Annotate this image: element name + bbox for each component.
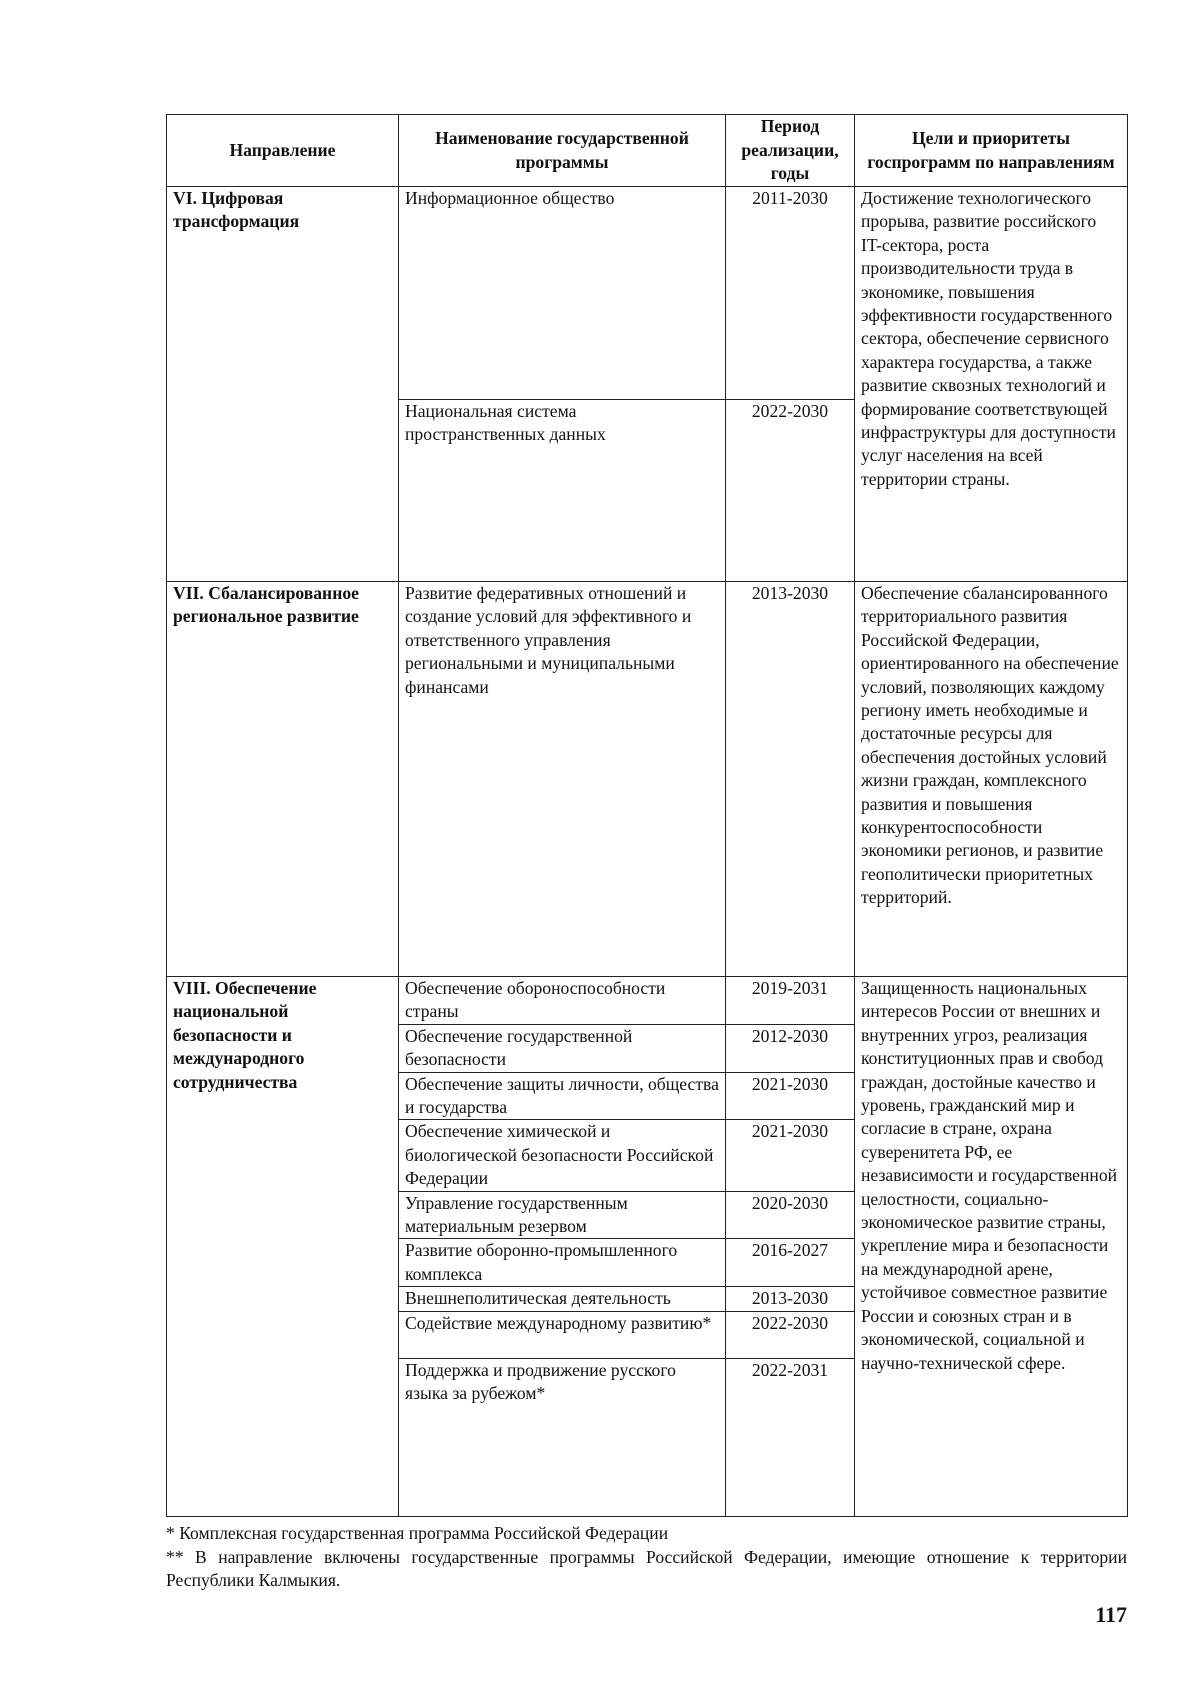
program-cell: Содействие международному развитию* <box>399 1311 726 1358</box>
program-cell: Управление государственным материальным резервом <box>399 1191 726 1239</box>
period-cell: 2020-2030 <box>726 1191 855 1239</box>
program-cell: Обеспечение химической и биологической безопасности Российской Федерации <box>399 1120 726 1191</box>
program-cell: Внешнеполитическая деятельность <box>399 1287 726 1311</box>
program-cell: Развитие оборонно-промышленного комплекса <box>399 1239 726 1287</box>
table-row <box>167 187 1128 400</box>
direction-cell: VI. Цифровая трансформация <box>167 187 399 582</box>
table-header-row <box>167 115 1128 187</box>
direction-cell: VII. Сбалансированное региональное развитие <box>167 582 399 977</box>
footnote-1: * Комплексная государственная программа Российской Федерации <box>166 1523 669 1543</box>
direction-cell: VIII. Обеспечение национальной безопасности и международного сотрудничества <box>167 977 399 1517</box>
program-cell: Информационное общество <box>399 187 726 400</box>
program-cell: Поддержка и продвижение русского языка за рубежом* <box>399 1358 726 1516</box>
period-cell: 2011-2030 <box>726 187 855 400</box>
program-cell: Обеспечение обороноспособности страны <box>399 977 726 1025</box>
period-cell: 2013-2030 <box>726 582 855 977</box>
goals-cell: Обеспечение сбалансированного территориального развития Российской Федерации, ориентированного на обеспечение условий, позволяющих каждому региону иметь необходимые и достаточные ресурсы для обеспечения достойных условий жизни граждан, комплексного развития и повышения конкурентоспособности экономики регионов, и развитие геополитически приоритетных территорий. <box>855 582 1128 977</box>
page-number: 117 <box>1095 1602 1127 1627</box>
period-cell: 2013-2030 <box>726 1287 855 1311</box>
program-cell: Национальная система пространственных данных <box>399 400 726 582</box>
program-cell: Обеспечение государственной безопасности <box>399 1024 726 1072</box>
header-goals: Цели и приоритеты госпрограмм по направлениям <box>855 115 1128 187</box>
period-cell: 2016-2027 <box>726 1239 855 1287</box>
program-cell: Обеспечение защиты личности, общества и государства <box>399 1072 726 1120</box>
period-cell: 2022-2030 <box>726 400 855 582</box>
program-cell: Развитие федеративных отношений и создание условий для эффективного и ответственного управления региональными и муниципальными финансами <box>399 582 726 977</box>
period-cell: 2022-2031 <box>726 1358 855 1516</box>
period-cell: 2019-2031 <box>726 977 855 1025</box>
header-program: Наименование государственной программы <box>399 115 726 187</box>
table-row <box>167 977 1128 1025</box>
period-cell: 2012-2030 <box>726 1024 855 1072</box>
header-direction: Направление <box>167 115 399 187</box>
goals-cell: Достижение технологического прорыва, развитие российского IT-сектора, роста производительности труда в экономике, повышения эффективности государственного сектора, обеспечение сервисного характера государства, а также развитие сквозных технологий и формирование соответствующей инфраструктуры для доступности услуг населения на всей территории страны. <box>855 187 1128 582</box>
header-period: Период реализации, годы <box>726 115 855 187</box>
footnote-2: ** В направление включены государственные программы Российской Федерации, имеющие отношение к территории Республики Калмыкия. <box>166 1547 1127 1590</box>
table-row <box>167 582 1128 977</box>
period-cell: 2022-2030 <box>726 1311 855 1358</box>
programs-table <box>166 114 1128 1517</box>
period-cell: 2021-2030 <box>726 1072 855 1120</box>
period-cell: 2021-2030 <box>726 1120 855 1191</box>
goals-cell: Защищенность национальных интересов России от внешних и внутренних угроз, реализация конституционных прав и свобод граждан, достойные качество и уровень, гражданский мир и согласие в стране, охрана суверенитета РФ, ее независимости и государственной целостности, социально-экономическое развитие страны, укрепление мира и безопасности на международной арене, устойчивое совместное развитие России и союзных стран и в экономической, социальной и научно-технической сфере. <box>855 977 1128 1517</box>
